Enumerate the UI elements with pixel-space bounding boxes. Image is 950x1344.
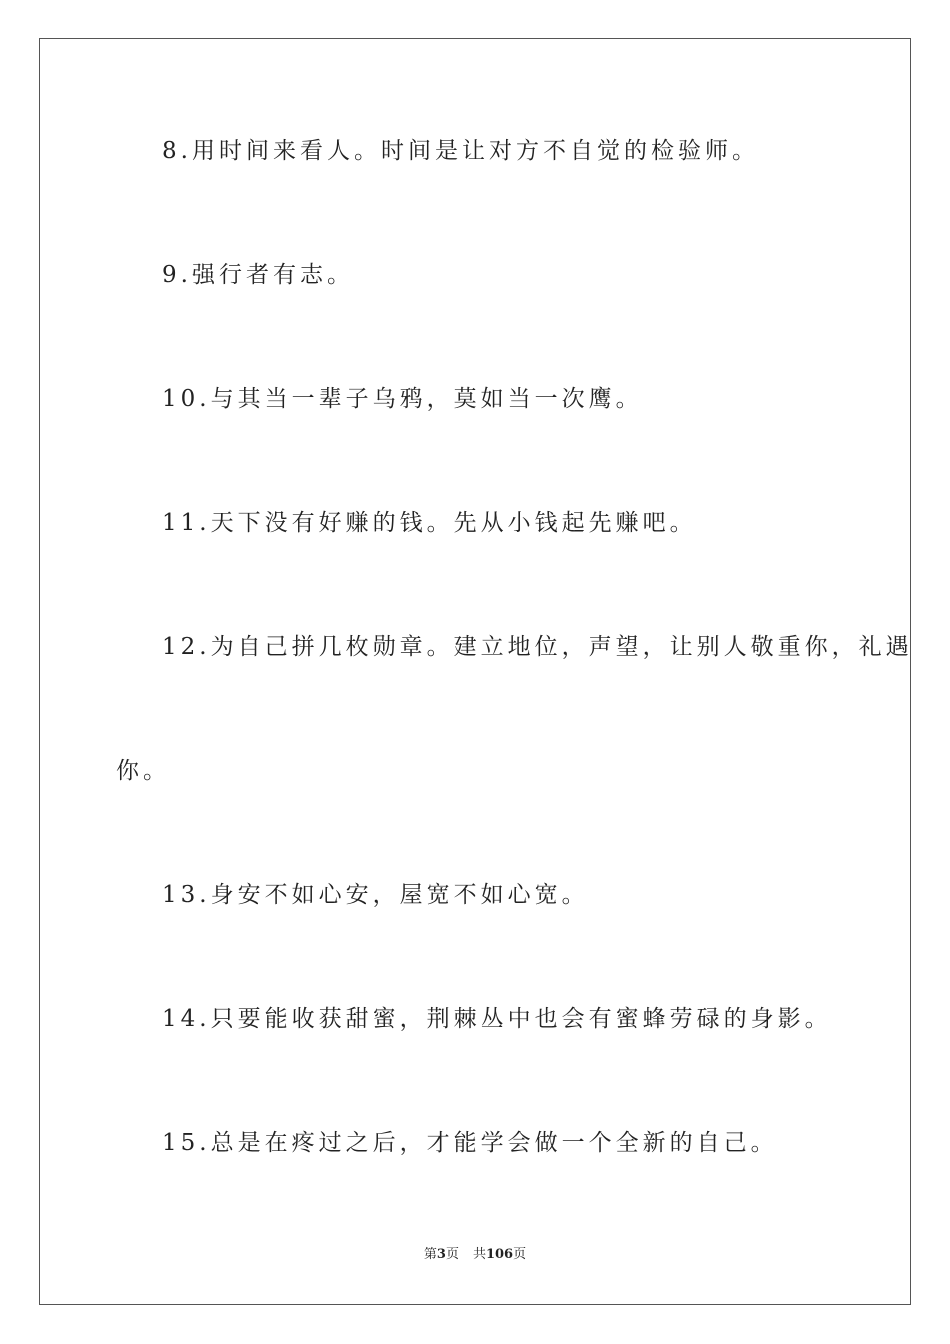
- quote-line-14: 14.只要能收获甜蜜，荆棘丛中也会有蜜蜂劳碌的身影。: [162, 1006, 832, 1032]
- footer-page-suffix: 页: [445, 1247, 459, 1262]
- footer-total-prefix: 共: [472, 1247, 486, 1262]
- quote-line-9: 9.强行者有志。: [162, 262, 354, 288]
- footer-total-suffix: 页: [513, 1247, 527, 1262]
- footer-page-number: 3: [436, 1247, 446, 1262]
- quote-line-10: 10.与其当一辈子乌鸦，莫如当一次鹰。: [162, 386, 643, 412]
- quote-line-11: 11.天下没有好赚的钱。先从小钱起先赚吧。: [162, 510, 697, 536]
- quote-line-12-continued: 你。: [116, 758, 170, 784]
- quote-line-8: 8.用时间来看人。时间是让对方不自觉的检验师。: [162, 138, 759, 164]
- footer-total-pages: 106: [485, 1247, 514, 1262]
- quote-line-13: 13.身安不如心安，屋宽不如心宽。: [162, 882, 589, 908]
- footer-page-prefix: 第: [423, 1247, 437, 1262]
- page-footer: [0, 1247, 950, 1263]
- quote-line-12: 12.为自己拼几枚勋章。建立地位，声望，让别人敬重你，礼遇: [162, 634, 913, 660]
- quote-line-15: 15.总是在疼过之后，才能学会做一个全新的自己。: [162, 1130, 778, 1156]
- page-frame: [39, 38, 911, 1305]
